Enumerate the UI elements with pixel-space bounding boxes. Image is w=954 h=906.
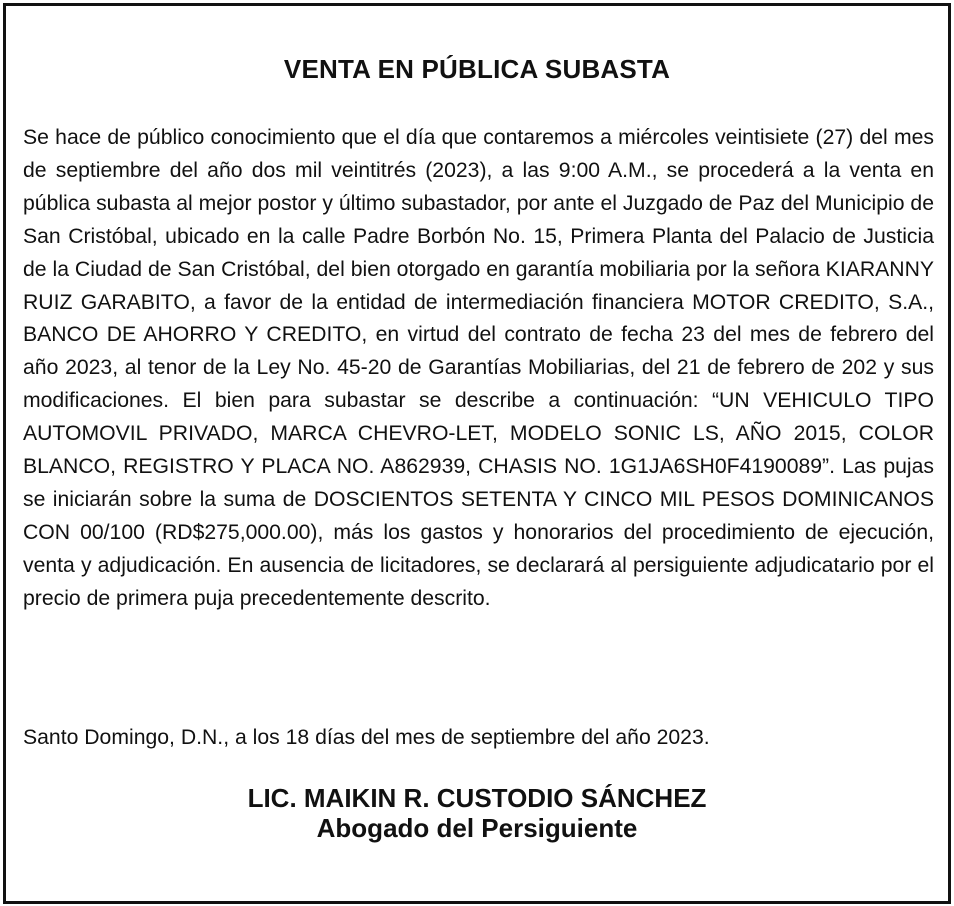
legal-notice-frame [3,3,951,904]
signature-role: Abogado del Persiguiente [316,813,638,843]
notice-date-line: Santo Domingo, D.N., a los 18 días del mes de septiembre del año 2023. [23,726,710,749]
notice-body: Se hace de público conocimiento que el día que contaremos a miércoles veintisiete (27) del mes de septiembre del año dos mil veintitrés (2023), a las 9:00 A.M., se procederá a la venta en pública subasta al mejor postor y último subastador, por ante el Juzgado de Paz del Municipio de San Cristóbal, ubicado en la calle Padre Borbón No. 15, Primera Planta del Palacio de Justicia de la Ciudad de San Cristóbal, del bien otorgado en garantía mobiliaria por la señora KIARANNY RUIZ GARABITO, a favor de la entidad de intermediación financiera MOTOR CREDITO, S.A., BANCO DE AHORRO Y CREDITO, en virtud del contrato de fecha 23 del mes de febrero del año 2023, al tenor de la Ley No. 45-20 de Garantías Mobiliarias, del 21 de febrero de 202 y sus modificaciones. El bien para subastar se describe a continuación: “UN VEHICULO TIPO AUTOMOVIL PRIVADO, MARCA CHEVRO-LET, MODELO SONIC LS, AÑO 2015, COLOR BLANCO, REGISTRO Y PLACA NO. A862939, CHASIS NO. 1G1JA6SH0F4190089”. Las pujas se iniciarán sobre la suma de DOSCIENTOS SETENTA Y CINCO MIL PESOS DOMINICANOS CON 00/100 (RD$275,000.00), más los gastos y honorarios del procedimiento de ejecución, venta y adjudicación. En ausencia de licitadores, se declarará al persiguiente adjudicatario por el precio de primera puja precedentemente descrito. [23,126,934,610]
signature-name: LIC. MAIKIN R. CUSTODIO SÁNCHEZ [247,783,707,813]
notice-title: VENTA EN PÚBLICA SUBASTA [283,54,671,84]
